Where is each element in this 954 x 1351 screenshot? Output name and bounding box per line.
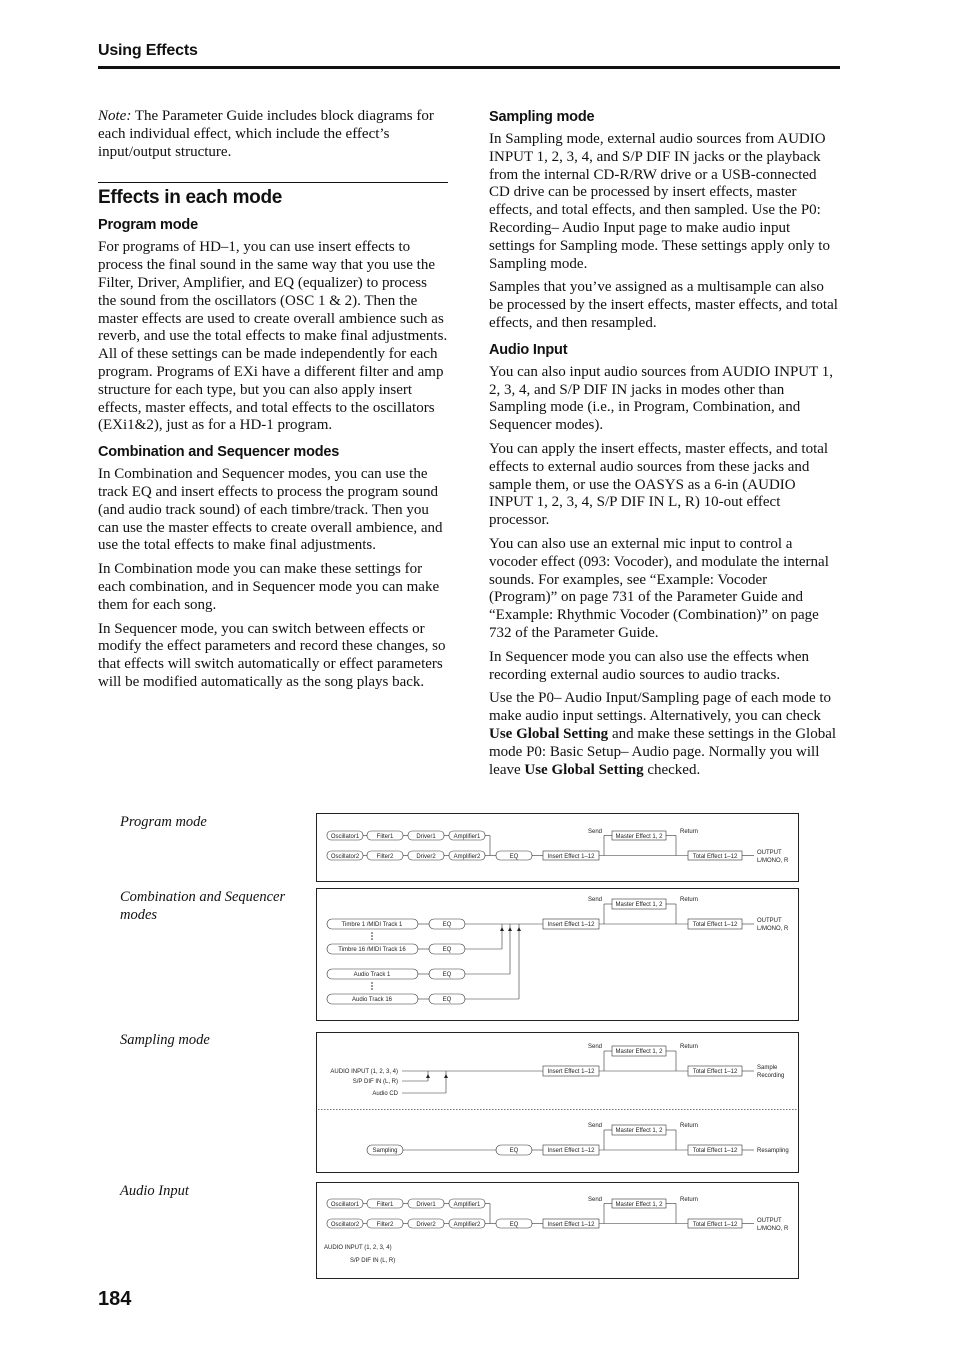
total-effect-label-2: Total Effect 1–12	[692, 1148, 738, 1154]
eq-label-4: EQ	[442, 997, 452, 1003]
driver1-label: Driver1	[416, 1202, 436, 1208]
osc1-label: Oscillator1	[330, 1202, 360, 1208]
return-label: Return	[680, 1044, 699, 1050]
master-effect-label: Master Effect 1, 2	[615, 1202, 663, 1208]
program-mode-heading: Program mode	[98, 217, 198, 234]
spdif-label: S/P DIF IN (L, R)	[352, 1079, 398, 1085]
output-label-2: L/MONO, R	[757, 926, 789, 932]
eq-label: EQ	[509, 1222, 519, 1228]
master-effect-label: Master Effect 1, 2	[615, 902, 663, 908]
output-label-2: L/MONO, R	[757, 1226, 789, 1232]
combination-paragraph-3: In Sequencer mode, you can switch between effects or modify the effect parameters and record these changes, so that effects will switch automatically or effect parameters will be modified automatically as the song plays back.	[98, 620, 446, 690]
filter2-label: Filter2	[376, 854, 394, 860]
p5-text-c: checked.	[643, 761, 701, 778]
send-label: Send	[588, 829, 603, 835]
insert-effect-label: Insert Effect 1–12	[547, 1069, 595, 1075]
p5-text-b: and make these settings in the Global mode P0: Basic Setup– Audio page. Normally you will leave	[489, 725, 837, 778]
sample-recording-label-2: Recording	[757, 1073, 785, 1079]
driver1-label: Driver1	[416, 834, 436, 840]
insert-effect-label: Insert Effect 1–12	[547, 1222, 595, 1228]
amp2-label: Amplifier2	[453, 1222, 481, 1228]
return-label: Return	[680, 829, 699, 835]
eq-label-2: EQ	[442, 947, 452, 953]
driver2-label: Driver2	[416, 854, 436, 860]
master-effect-label: Master Effect 1, 2	[615, 1049, 663, 1055]
resampling-label: Resampling	[757, 1148, 789, 1154]
insert-effect-label: Insert Effect 1–12	[547, 854, 595, 860]
audio-input-paragraph-1: You can also input audio sources from AUDIO INPUT 1, 2, 3, 4, and S/P DIF IN jacks in modes other than Sampling mode (i.e., in Program, Combination, and Sequencer modes).	[489, 363, 834, 434]
amp1-label: Amplifier1	[453, 834, 481, 840]
combination-mode-diagram	[316, 888, 800, 1022]
send-label: Send	[588, 1044, 603, 1050]
audio-track1-label: Audio Track 1	[353, 972, 391, 978]
send-label-2: Send	[588, 1123, 603, 1129]
amp1-label: Amplifier1	[453, 1202, 481, 1208]
timbre1-label: Timbre 1 /MIDI Track 1	[341, 922, 403, 928]
audio-input-diagram	[316, 1182, 800, 1280]
audio-input-paragraph-3: You can also use an external mic input to control a vocoder effect (093: Vocoder), and modulate the internal sounds. For examples, see “Example: Vocoder (Program)” on page 731 of the Parameter Guide and “Example: Rhythmic Vocoder (Combination)” on page 732 of the Parameter Guide.	[489, 535, 829, 641]
combination-mode-heading: Combination and Sequencer modes	[98, 444, 340, 461]
return-label: Return	[680, 1197, 699, 1203]
send-label: Send	[588, 1197, 603, 1203]
use-global-setting-1: Use Global Setting	[489, 725, 609, 742]
amp2-label: Amplifier2	[453, 854, 481, 860]
timbre16-label: Timbre 16 /MIDI Track 16	[338, 947, 406, 953]
p5-text-a: Use the P0– Audio Input/Sampling page of each mode to make audio input settings. Alternatively, you can check	[489, 690, 832, 725]
note-text: The Parameter Guide includes block diagrams for each individual effect, which include the effect’s input/output structure.	[98, 108, 434, 160]
page-number: 184	[98, 1288, 132, 1310]
audio-track16-label: Audio Track 16	[351, 997, 393, 1003]
output-label-1: OUTPUT	[757, 850, 782, 856]
sampling-paragraph-1: In Sampling mode, external audio sources from AUDIO INPUT 1, 2, 3, 4, and S/P DIF IN jacks or the playback from the internal CD-R/RW drive or a USB-connected CD drive can be processed by insert effects, master effects, and total effects, and then sampled. Use the P0: Recording– Audio Input page to make audio input settings for Sampling mode. These settings apply only to Sampling mode.	[489, 131, 830, 272]
sampling-label: Sampling	[372, 1148, 398, 1154]
return-label-2: Return	[680, 1123, 699, 1129]
driver2-label: Driver2	[416, 1222, 436, 1228]
section-title: Effects in each mode	[98, 187, 283, 209]
audio-input-paragraph-4: In Sequencer mode you can also use the effects when recording external audio sources to audio tracks.	[489, 648, 810, 683]
eq-label: EQ	[509, 854, 519, 860]
eq-label-1: EQ	[442, 922, 452, 928]
audio-cd-label: Audio CD	[372, 1091, 398, 1097]
total-effect-label: Total Effect 1–12	[692, 1069, 738, 1075]
program-mode-diagram	[316, 813, 800, 883]
eq-label: EQ	[509, 1148, 519, 1154]
output-label-1: OUTPUT	[757, 918, 782, 924]
audio-input-paragraph-2: You can apply the insert effects, master effects, and total effects to external audio sources from these jacks and sample them, or use the OASYS as a 6-in (AUDIO INPUT 1, 2, 3, 4, S/P DIF IN L, R) 10-out effect processor.	[489, 440, 829, 529]
note-paragraph	[98, 108, 448, 161]
sample-recording-label-1: Sample	[757, 1065, 778, 1071]
sampling-mode-diagram	[316, 1032, 800, 1174]
running-head: Using Effects	[98, 42, 198, 59]
use-global-setting-2: Use Global Setting	[524, 761, 644, 778]
note-label: Note:	[98, 108, 132, 124]
osc2-label: Oscillator2	[330, 854, 360, 860]
filter1-label: Filter1	[376, 1202, 394, 1208]
audio-input-label: AUDIO INPUT (1, 2, 3, 4)	[324, 1245, 392, 1251]
insert-effect-label-2: Insert Effect 1–12	[547, 1148, 595, 1154]
section-rule	[98, 182, 448, 183]
eq-label-3: EQ	[442, 972, 452, 978]
sampling-paragraph-2: Samples that you’ve assigned as a multisample can also be processed by the insert effects, master effects, and total effects, and then resampled.	[489, 279, 838, 331]
filter1-label: Filter1	[376, 834, 394, 840]
diagram-label-audio-input: Audio Input	[120, 1183, 189, 1199]
output-label-2: L/MONO, R	[757, 858, 789, 864]
combination-paragraph-1: In Combination and Sequencer modes, you can use the track EQ and insert effects to process the program sound (and audio track sound) of each timbre/track. Then you can use the master effects to create overall ambience, and use the total effects to make final adjustments.	[98, 466, 443, 554]
right-column	[489, 108, 839, 785]
total-effect-label: Total Effect 1–12	[692, 922, 738, 928]
master-effect-label: Master Effect 1, 2	[615, 834, 663, 840]
output-label-1: OUTPUT	[757, 1218, 782, 1224]
return-label: Return	[680, 897, 699, 903]
osc1-label: Oscillator1	[330, 834, 360, 840]
total-effect-label: Total Effect 1–12	[692, 854, 738, 860]
master-effect-label-2: Master Effect 1, 2	[615, 1128, 663, 1134]
spdif-label: S/P DIF IN (L, R)	[350, 1258, 396, 1264]
combination-paragraph-2: In Combination mode you can make these settings for each combination, and in Sequencer mode you can make them for each song.	[98, 561, 440, 613]
sampling-mode-heading: Sampling mode	[489, 109, 595, 125]
left-column	[98, 108, 448, 698]
diagram-label-combination: Combination and Sequencer modes	[120, 889, 286, 923]
total-effect-label: Total Effect 1–12	[692, 1222, 738, 1228]
audio-input-label: AUDIO INPUT (1, 2, 3, 4)	[330, 1069, 398, 1075]
audio-input-paragraph-5	[489, 690, 839, 779]
osc2-label: Oscillator2	[330, 1222, 360, 1228]
diagram-label-sampling: Sampling mode	[120, 1032, 210, 1048]
audio-input-heading: Audio Input	[489, 341, 568, 358]
program-mode-paragraph: For programs of HD–1, you can use insert effects to process the final sound in the same way that you use the Filter, Driver, Amplifier, and EQ (equalizer) to process the sound from the oscillators (OSC 1 & 2). Then the master effects are used to create overall ambience such as reverb, and use the total effects to make final adjustments. All of these settings can be made independently for each program. Programs of EXi have a different filter and amp structure for each type, but you can also apply insert effects, master effects, and total effects to the oscillators (EXi1&2), just as for a HD-1 program.	[98, 239, 448, 434]
filter2-label: Filter2	[376, 1222, 394, 1228]
header-rule	[98, 66, 840, 69]
send-label: Send	[588, 897, 603, 903]
insert-effect-label: Insert Effect 1–12	[547, 922, 595, 928]
diagram-label-program: Program mode	[120, 814, 207, 830]
